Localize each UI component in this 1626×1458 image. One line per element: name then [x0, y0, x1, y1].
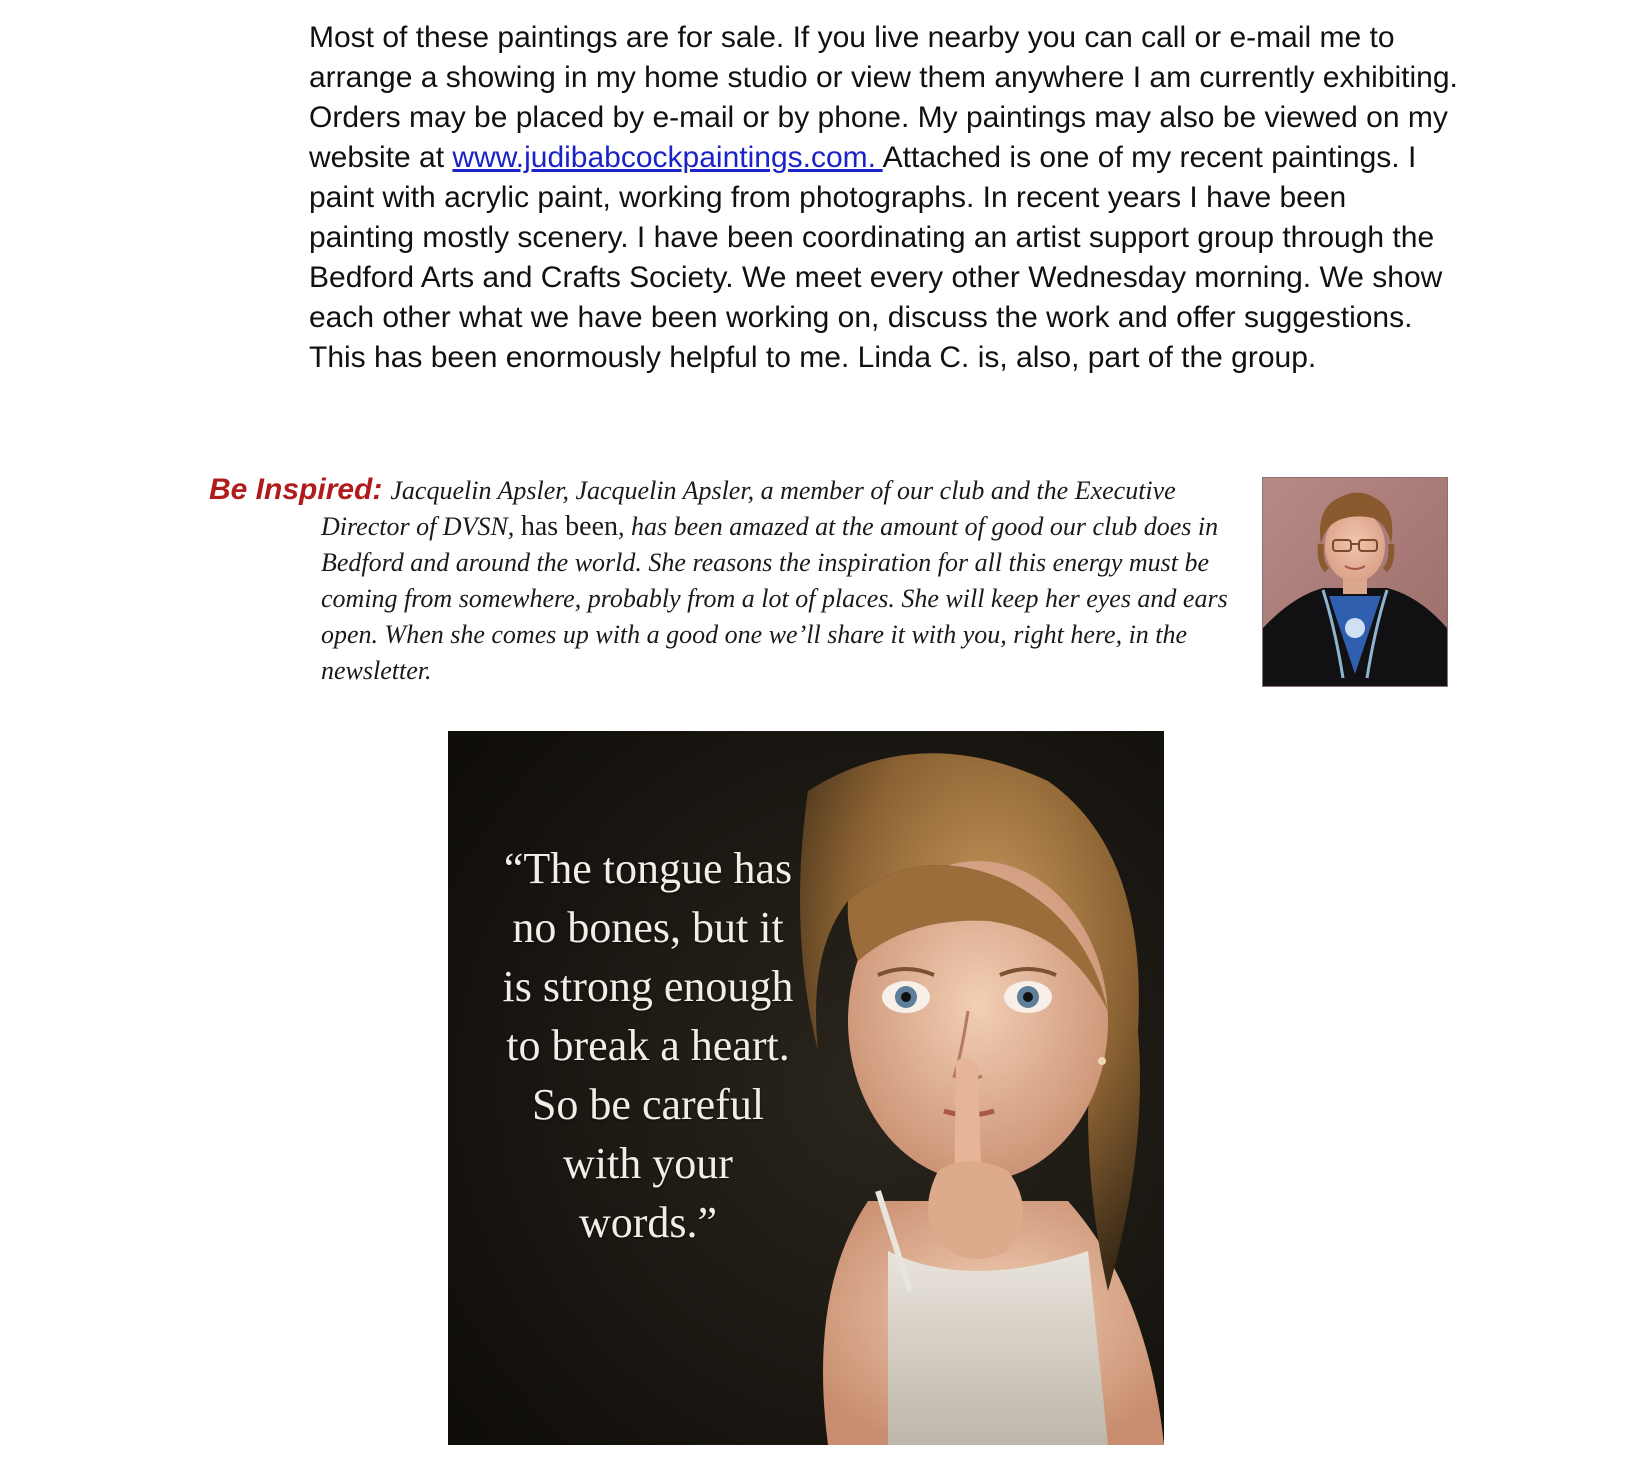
website-link[interactable]: www.judibabcockpaintings.com.	[452, 141, 883, 174]
quote-line: “The tongue has	[503, 844, 793, 893]
intro-paragraph	[309, 18, 1459, 378]
quote-image	[448, 731, 1164, 1445]
be-inspired-heading: Be Inspired:	[209, 473, 383, 506]
be-inspired-line2-start: Director of DVSN,	[321, 512, 521, 541]
intro-text-after-link: Attached is one of my recent paintings. I paint with acrylic paint, working from photographs. In recent years I have been painting mostly scenery. I have been coordinating an artist support group through the Bedford Arts and Crafts Society. We meet every other Wednesday morning. We show each other what we have been working on, discuss the work and offer suggestions. This has been enormously helpful to me. Linda C. is, also, part of the group.	[309, 141, 1443, 374]
be-inspired-body	[209, 472, 1249, 689]
quote-line: is strong enough	[502, 962, 794, 1011]
be-inspired-paragraph	[209, 509, 1249, 689]
be-inspired-first-line	[209, 472, 1249, 509]
portrait-illustration	[1263, 478, 1447, 686]
be-inspired-rest: in Bedford and around the world. She reasons the inspiration for all this energy must be coming from somewhere, probably from a lot of places. She will keep her eyes and ears open. When she comes up with a good one we’ll share it with you, right here, in the newsletter.	[321, 512, 1228, 685]
quote-line: So be careful	[531, 1080, 765, 1129]
be-inspired-line2-upright: has been	[520, 511, 618, 542]
quote-line: words.”	[578, 1198, 718, 1247]
be-inspired-section	[209, 472, 1249, 689]
quote-line: to break a heart.	[506, 1021, 790, 1070]
intro-text	[309, 18, 1459, 378]
quote-text	[466, 839, 830, 1252]
quote-line: no bones, but it	[512, 903, 784, 952]
intro-text-before-link: Most of these paintings are for sale. If you live nearby you can call or e-mail me to arrange a showing in my home studio or view them anywhere I am currently exhibiting. Orders may be placed by e-mail or by phone. My paintings may also be viewed on my website at	[309, 21, 1458, 174]
be-inspired-line2-end: , has been amazed at the amount of good our club does	[618, 512, 1192, 541]
quote-line: with your	[563, 1139, 733, 1188]
be-inspired-line1: Jacquelin Apsler, Jacquelin Apsler, a member of our club and the Executive	[390, 476, 1176, 505]
portrait-photo	[1262, 477, 1448, 687]
